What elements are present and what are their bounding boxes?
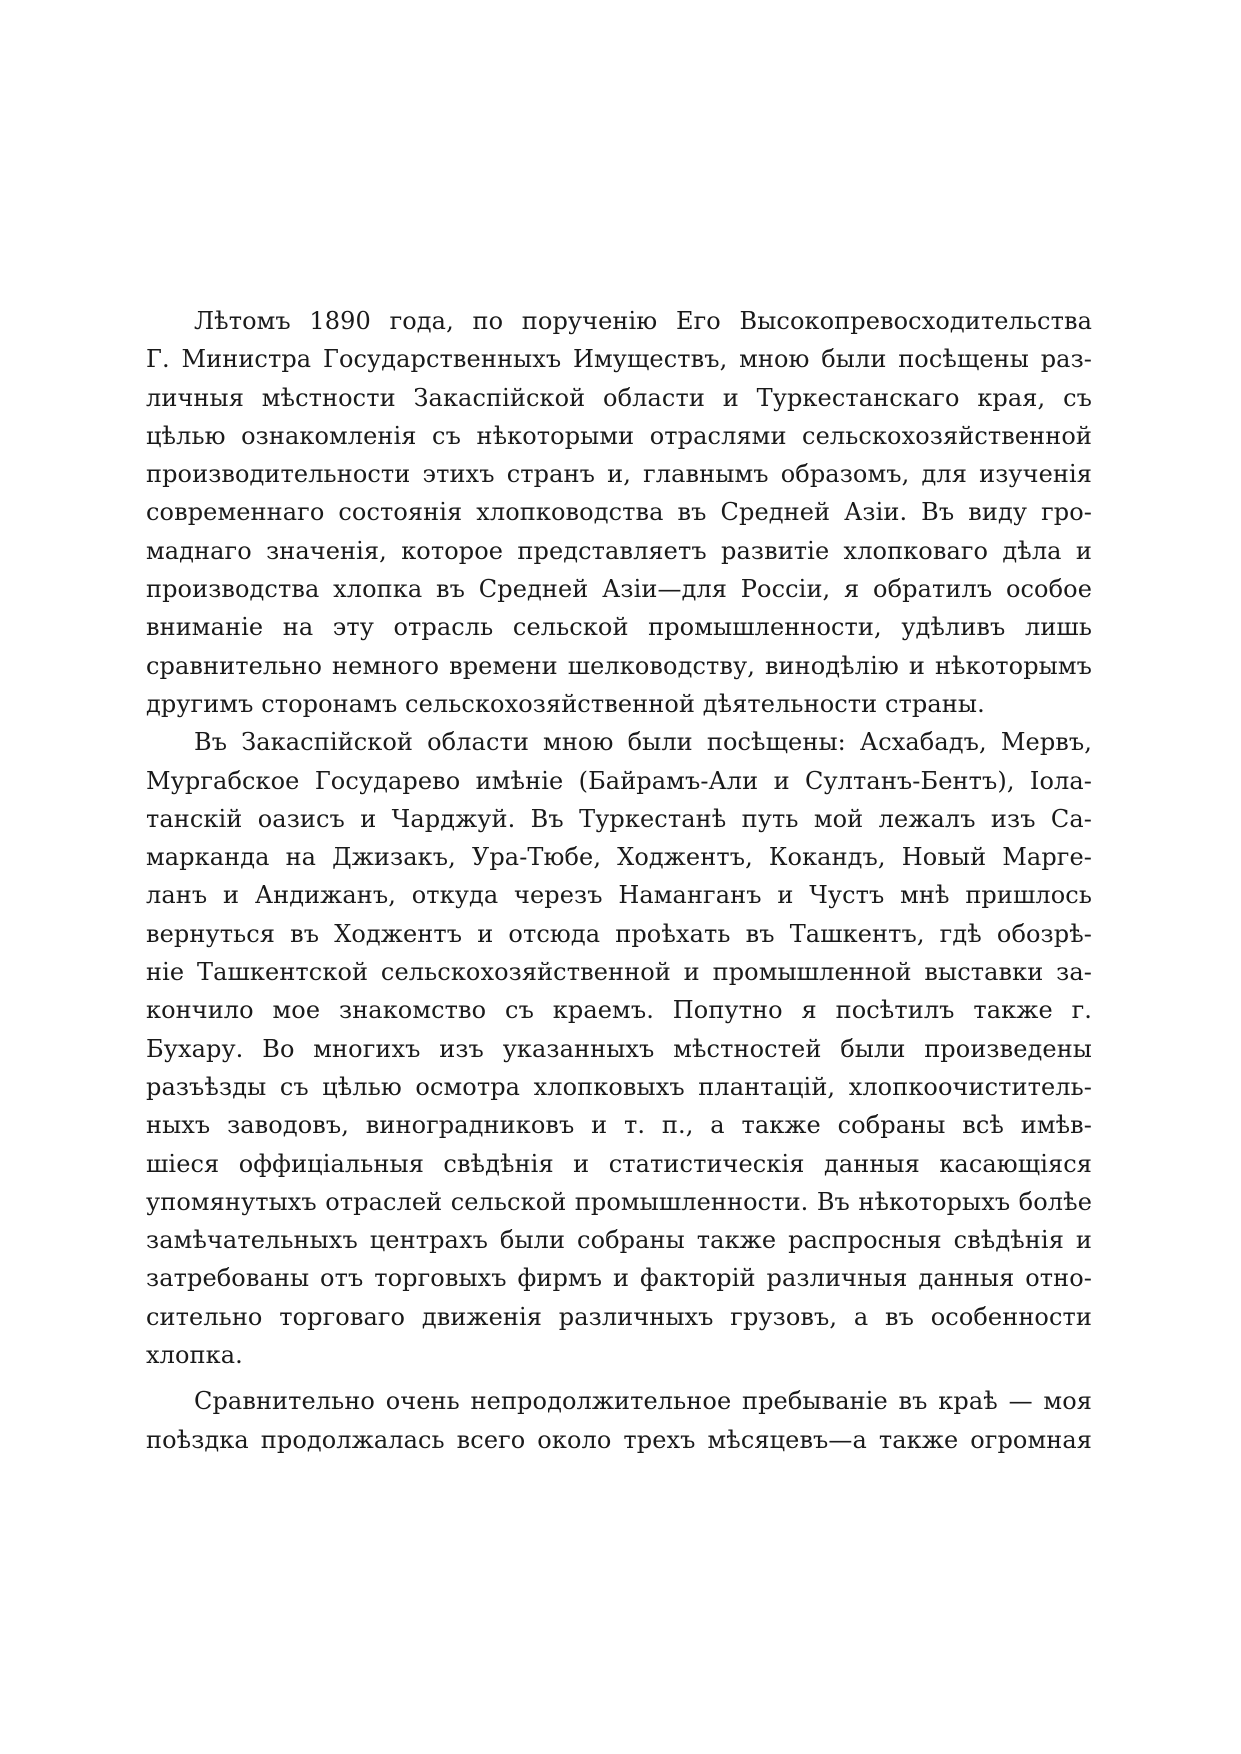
paragraph-3	[146, 1382, 1092, 1459]
paragraph-spacer	[146, 1374, 1092, 1382]
text-line: сительно торговаго движенія различныхъ грузовъ, а въ особенности	[146, 1302, 1092, 1331]
text-line: маднаго значенія, которое представляетъ развитіе хлопковаго дѣла и	[146, 536, 1092, 565]
text-line: замѣчательныхъ центрахъ были собраны также распросныя свѣдѣнія и	[146, 1226, 1092, 1255]
text-line: вниманіе на эту отрасль сельской промышленности, удѣливъ лишь	[146, 613, 1092, 642]
text-line: упомянутыхъ отраслей сельской промышленности. Въ нѣкоторыхъ болѣе	[146, 1187, 1092, 1216]
paragraph-1	[146, 302, 1092, 723]
text-line: танскій оазисъ и Чарджуй. Въ Туркестанѣ путь мой лежалъ изъ Са-	[146, 804, 1092, 833]
text-line: Г. Министра Государственныхъ Имуществъ, мною были посѣщены раз-	[146, 345, 1092, 374]
text-line: поѣздка продолжалась всего около трехъ мѣсяцевъ—а также огромная	[146, 1425, 1092, 1454]
text-line: затребованы отъ торговыхъ фирмъ и факторій различныя данныя отно-	[146, 1264, 1092, 1293]
text-line: ніе Ташкентской сельскохозяйственной и промышленной выставки за-	[146, 958, 1092, 987]
text-line: Бухару. Во многихъ изъ указанныхъ мѣстностей были произведены	[146, 1034, 1092, 1063]
text-line: производительности этихъ странъ и, главнымъ образомъ, для изученія	[146, 460, 1092, 489]
text-line: личныя мѣстности Закаспійской области и Туркестанскаго края, съ	[146, 383, 1092, 412]
text-line: Мургабское Государево имѣніе (Байрамъ-Али и Султанъ-Бентъ), Іола-	[146, 766, 1092, 795]
text-line: разъѣзды съ цѣлью осмотра хлопковыхъ плантацій, хлопкоочиститель-	[146, 1072, 1092, 1101]
text-line: марканда на Джизакъ, Ура-Тюбе, Ходжентъ, Кокандъ, Новый Марге-	[146, 843, 1092, 872]
text-line: современнаго состоянія хлопководства въ Средней Азіи. Въ виду гро-	[146, 498, 1092, 527]
text-line: другимъ сторонамъ сельскохозяйственной дѣятельности страны.	[146, 689, 985, 718]
text-line: Лѣтомъ 1890 года, по порученію Его Высокопревосходительства	[194, 307, 1092, 335]
text-line: хлопка.	[146, 1341, 243, 1370]
paragraph-2	[146, 723, 1092, 1374]
text-line: сравнительно немного времени шелководству, винодѣлію и нѣкоторымъ	[146, 651, 1092, 680]
text-line: вернуться въ Ходжентъ и отсюда проѣхать въ Ташкентъ, гдѣ обозрѣ-	[146, 919, 1092, 948]
text-line: Въ Закаспійской области мною были посѣщены: Асхабадъ, Мервъ,	[194, 728, 1092, 757]
text-line: кончило мое знакомство съ краемъ. Попутно я посѣтилъ также г.	[146, 996, 1092, 1025]
text-line: цѣлью ознакомленія съ нѣкоторыми отраслями сельскохозяйственной	[146, 421, 1092, 450]
text-line: производства хлопка въ Средней Азіи—для Россіи, я обратилъ особое	[146, 575, 1092, 604]
text-line: шіеся оффиціальныя свѣдѣнія и статистическія данныя касающіяся	[146, 1149, 1092, 1178]
body-text	[146, 302, 1092, 1459]
text-line: ланъ и Андижанъ, откуда черезъ Наманганъ и Чустъ мнѣ пришлось	[146, 881, 1092, 910]
text-line: Сравнительно очень непродолжительное пребываніе въ краѣ — моя	[194, 1387, 1092, 1416]
text-line: ныхъ заводовъ, виноградниковъ и т. п., а также собраны всѣ имѣв-	[146, 1111, 1092, 1140]
